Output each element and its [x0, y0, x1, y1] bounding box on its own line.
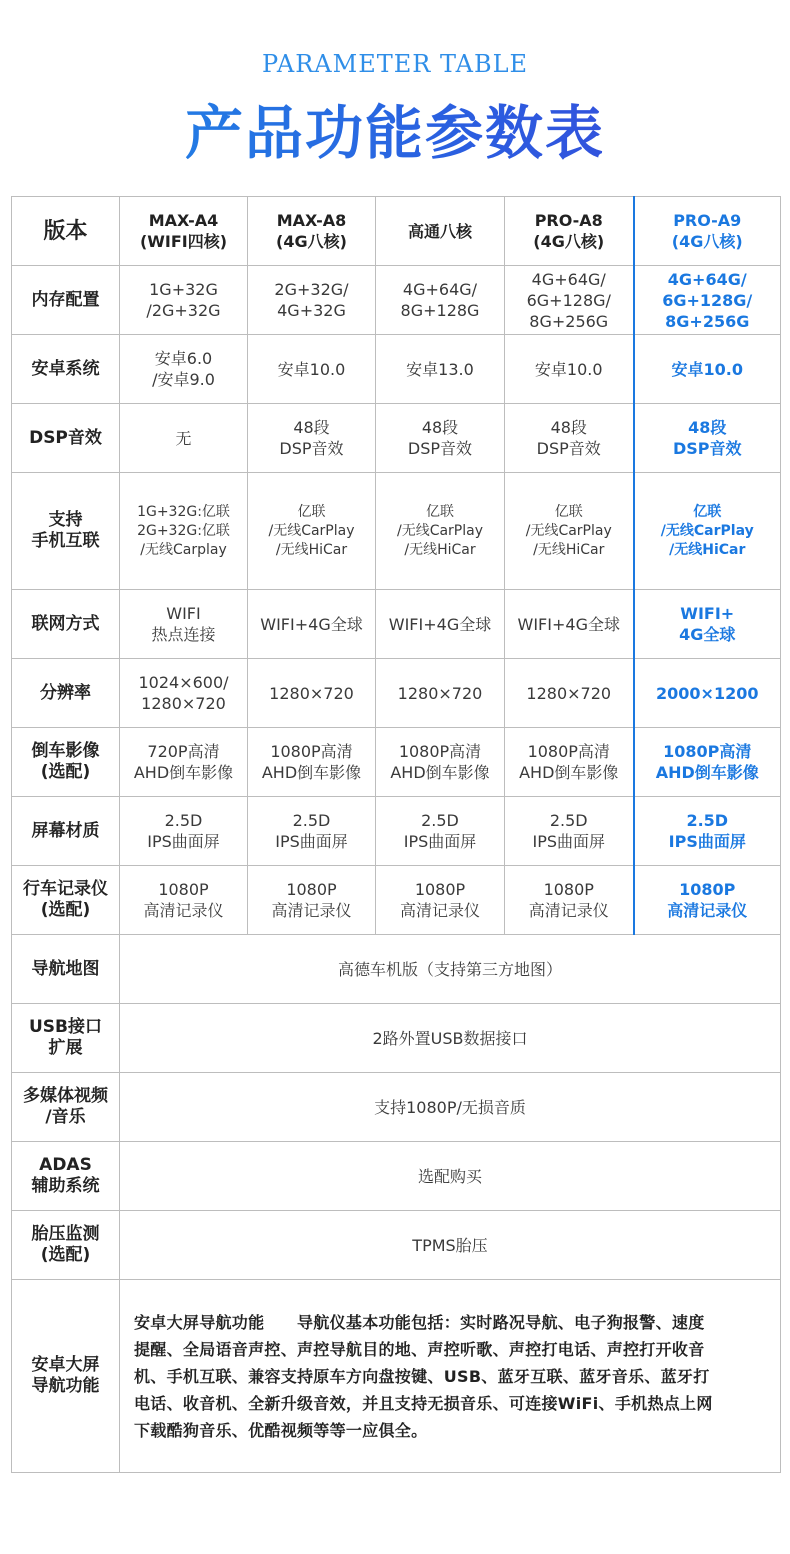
spec-cell [248, 659, 376, 728]
spec-cell-line: /无线HiCar [669, 541, 746, 558]
row-label [12, 659, 120, 728]
spec-cell [376, 335, 505, 404]
spec-cell-line: 无 [175, 428, 192, 448]
spec-cell-line: /无线CarPlay [660, 522, 754, 539]
version-header-line: 版本 [43, 218, 88, 244]
table-row [12, 1073, 781, 1142]
spec-cell-line: 48段 [688, 418, 727, 437]
spec-cell-line: 亿联 [693, 503, 722, 520]
model-header [120, 197, 248, 266]
model-header-line: MAX-A4 [148, 211, 219, 230]
spec-cell [248, 866, 376, 935]
row-label [12, 866, 120, 935]
header-row [12, 197, 781, 266]
model-header-line: MAX-A8 [276, 211, 347, 230]
spec-cell [376, 404, 505, 473]
table-row [12, 659, 781, 728]
spec-cell [248, 335, 376, 404]
spec-cell [120, 473, 248, 590]
model-header-line: (WIFI四核) [139, 232, 228, 251]
spec-cell-line: 1080P [543, 880, 594, 899]
table-row [12, 935, 781, 1004]
spec-cell-full: TPMS胎压 [120, 1211, 781, 1280]
table-row [12, 473, 781, 590]
spec-cell-line: AHD倒车影像 [519, 763, 619, 782]
feature-row [12, 1280, 781, 1473]
spec-cell-line: /无线HiCar [533, 541, 605, 558]
spec-cell-line: 1G+32G:亿联 [137, 503, 230, 520]
row-label-line: DSP音效 [29, 427, 102, 448]
row-label [12, 1004, 120, 1073]
spec-cell-line: 1080P [679, 880, 736, 899]
row-label-line: 联网方式 [31, 613, 100, 634]
spec-cell-full: 高德车机版（支持第三方地图） [120, 935, 781, 1004]
spec-cell-line: IPS曲面屏 [668, 832, 746, 851]
spec-cell-line: 1080P高清 [270, 742, 353, 761]
feature-description-line: 提醒、全局语音声控、声控导航目的地、声控听歌、声控打电话、声控打开收音 [134, 1339, 705, 1359]
spec-cell-line: 2.5D [549, 811, 588, 830]
spec-cell [376, 266, 505, 335]
spec-cell [376, 797, 505, 866]
row-label-line: 屏幕材质 [31, 820, 100, 841]
spec-cell-line: /安卓9.0 [152, 370, 215, 389]
row-label-line: 内存配置 [31, 289, 100, 310]
spec-cell [376, 473, 505, 590]
spec-cell-line: 安卓10.0 [671, 359, 743, 379]
table-row [12, 866, 781, 935]
spec-cell [505, 590, 634, 659]
model-header-line: (4G八核) [276, 232, 347, 251]
spec-cell [505, 866, 634, 935]
model-header [634, 197, 781, 266]
spec-cell-line: WIFI+4G全球 [388, 614, 492, 634]
model-header [505, 197, 634, 266]
spec-cell-line: /无线HiCar [404, 541, 476, 558]
spec-cell [120, 590, 248, 659]
spec-cell [505, 728, 634, 797]
row-label-line: 安卓大屏 [31, 1355, 100, 1375]
spec-cell-line: IPS曲面屏 [275, 832, 348, 851]
spec-cell-line: 4G全球 [679, 625, 736, 644]
version-header [12, 197, 120, 266]
row-label-line: 支持 [48, 510, 83, 530]
row-label-line: 倒车影像 [31, 741, 100, 761]
page-subtitle: PARAMETER TABLE [261, 50, 529, 78]
spec-cell-line: WIFI+ [680, 604, 735, 623]
table-row [12, 590, 781, 659]
spec-cell-full: 支持1080P/无损音质 [120, 1073, 781, 1142]
spec-cell-line: 1280×720 [141, 694, 226, 713]
row-label-line: 手机互联 [31, 531, 100, 551]
spec-cell [376, 659, 505, 728]
spec-cell [505, 404, 634, 473]
spec-cell-line: 2.5D [686, 811, 729, 830]
spec-cell [248, 404, 376, 473]
spec-cell-line: 1024×600/ [138, 673, 229, 692]
spec-cell-line: AHD倒车影像 [390, 763, 490, 782]
feature-description-line: 安卓大屏导航功能 导航仪基本功能包括：实时路况导航、电子狗报警、速度 [134, 1312, 705, 1332]
row-label-line: 行车记录仪 [23, 879, 108, 899]
spec-cell-line: 48段 [421, 418, 459, 437]
row-label [12, 1073, 120, 1142]
spec-cell [634, 797, 781, 866]
spec-cell-line: 1080P [414, 880, 466, 899]
spec-cell [634, 866, 781, 935]
row-label-line: ADAS [39, 1155, 92, 1175]
row-label-line: (选配) [40, 900, 91, 920]
spec-cell [120, 659, 248, 728]
row-label-line: 导航地图 [31, 958, 100, 979]
row-label-line: 多媒体视频 [23, 1086, 108, 1106]
spec-cell-line: /无线Carplay [140, 541, 227, 558]
spec-cell [120, 266, 248, 335]
spec-cell [120, 404, 248, 473]
row-label [12, 797, 120, 866]
row-label-line: 胎压监测 [31, 1224, 100, 1244]
row-label-line: USB接口 [28, 1017, 102, 1037]
spec-cell-line: /2G+32G [146, 301, 221, 320]
spec-cell-line: AHD倒车影像 [261, 763, 362, 782]
spec-cell-line: DSP音效 [407, 439, 473, 458]
spec-cell [634, 590, 781, 659]
table-row [12, 266, 781, 335]
feature-description [120, 1280, 781, 1473]
spec-cell-line: IPS曲面屏 [147, 832, 220, 851]
spec-cell-line: 安卓13.0 [406, 359, 474, 379]
spec-cell-line: 1280×720 [526, 683, 612, 703]
row-label-line: 辅助系统 [31, 1176, 100, 1196]
spec-cell-line: AHD倒车影像 [133, 763, 234, 782]
spec-cell-line: 热点连接 [151, 625, 216, 644]
spec-cell-line: 48段 [550, 418, 587, 437]
spec-cell-line: /无线CarPlay [396, 522, 484, 539]
row-label [12, 1211, 120, 1280]
page-title: 产品功能参数表 [0, 86, 790, 170]
spec-cell [376, 866, 505, 935]
spec-cell-line: WIFI+4G全球 [260, 614, 363, 634]
spec-cell-line: 8G+256G [665, 311, 750, 331]
spec-cell-line: /无线CarPlay [525, 522, 612, 539]
spec-cell-line: 高清记录仪 [528, 901, 609, 920]
feature-description-line: 下载酷狗音乐、优酷视频等等一应俱全。 [134, 1420, 428, 1440]
spec-cell [634, 728, 781, 797]
spec-cell [634, 266, 781, 335]
model-header-line: (4G八核) [533, 232, 605, 251]
spec-cell [248, 266, 376, 335]
row-label [12, 335, 120, 404]
spec-cell-line: AHD倒车影像 [655, 763, 759, 782]
spec-cell-line: 2G+32G:亿联 [137, 522, 230, 539]
spec-cell [505, 659, 634, 728]
row-label-line: 扩展 [48, 1038, 83, 1058]
spec-cell-line: 2.5D [421, 811, 459, 830]
spec-cell [505, 473, 634, 590]
row-label-line: /音乐 [45, 1107, 86, 1127]
table-row [12, 335, 781, 404]
spec-cell-line: 高清记录仪 [399, 901, 480, 920]
spec-cell-line: 1G+32G [149, 280, 218, 299]
row-label [12, 1280, 120, 1473]
spec-cell-line: 安卓10.0 [534, 359, 603, 379]
spec-cell-line: 亿联 [426, 503, 454, 520]
row-label [12, 1142, 120, 1211]
spec-cell-line: 1280×720 [397, 683, 483, 703]
model-header-line: 高通八核 [407, 221, 472, 241]
spec-cell [505, 335, 634, 404]
spec-cell-line: 1280×720 [269, 683, 354, 703]
row-label-line: 分辨率 [40, 682, 91, 703]
spec-cell [634, 335, 781, 404]
spec-cell-line: 高清记录仪 [667, 901, 748, 920]
spec-cell [248, 728, 376, 797]
spec-cell [120, 797, 248, 866]
spec-cell-line: IPS曲面屏 [403, 832, 477, 851]
spec-cell-line: IPS曲面屏 [532, 832, 606, 851]
spec-cell-line: 720P高清 [147, 742, 220, 761]
spec-cell-line: 2G+32G/ [274, 280, 349, 299]
spec-cell-line: 高清记录仪 [271, 901, 352, 920]
table-row [12, 1211, 781, 1280]
spec-cell-line: 亿联 [297, 503, 326, 520]
spec-cell-line: 1080P [158, 880, 209, 899]
spec-cell-line: 6G+128G/ [662, 290, 753, 310]
spec-cell-line: 亿联 [554, 503, 583, 520]
spec-cell [634, 473, 781, 590]
spec-cell [634, 659, 781, 728]
spec-cell-line: 8G+128G [400, 301, 480, 320]
row-label [12, 590, 120, 659]
row-label [12, 935, 120, 1004]
model-header [376, 197, 505, 266]
row-label-line: 安卓系统 [31, 358, 100, 379]
row-label-line: 导航功能 [31, 1376, 100, 1396]
spec-cell-line: 安卓6.0 [154, 349, 213, 368]
spec-cell-line: 高清记录仪 [143, 901, 224, 920]
table-row [12, 404, 781, 473]
table-row [12, 728, 781, 797]
spec-cell-line: 1080P高清 [527, 742, 610, 761]
table-row [12, 797, 781, 866]
spec-cell-line: DSP音效 [536, 439, 601, 458]
row-label [12, 404, 120, 473]
spec-cell [120, 866, 248, 935]
spec-cell-line: 1080P高清 [398, 742, 482, 761]
spec-cell-line: 2000×1200 [656, 683, 759, 703]
spec-cell [376, 728, 505, 797]
spec-cell-line: 2.5D [164, 811, 203, 830]
feature-description-line: 电话、收音机、全新升级音效，并且支持无损音乐、可连接WiFi、手机热点上网 [134, 1393, 713, 1413]
spec-cell [376, 590, 505, 659]
spec-cell-line: 1080P高清 [663, 742, 752, 761]
spec-cell-line: WIFI+4G全球 [517, 614, 620, 634]
spec-cell [248, 473, 376, 590]
table-row [12, 1004, 781, 1073]
spec-cell-line: DSP音效 [279, 439, 344, 458]
spec-cell-line: 4G+64G/ [667, 269, 747, 289]
row-label-line: (选配) [40, 762, 91, 782]
spec-cell-line: 安卓10.0 [277, 359, 346, 379]
spec-cell-full: 2路外置USB数据接口 [120, 1004, 781, 1073]
spec-cell [505, 266, 634, 335]
row-label [12, 473, 120, 590]
row-label [12, 266, 120, 335]
spec-cell-line: 4G+64G/ [402, 280, 478, 299]
spec-cell [120, 728, 248, 797]
page-header [0, 0, 790, 190]
model-header-line: PRO-A9 [673, 211, 742, 230]
spec-cell-line: 4G+64G/ [531, 269, 606, 289]
spec-cell-line: /无线CarPlay [268, 522, 355, 539]
spec-cell [120, 335, 248, 404]
spec-cell-line: 8G+256G [529, 311, 609, 331]
spec-cell-line: 48段 [293, 418, 330, 437]
model-header [248, 197, 376, 266]
spec-cell-line: 1080P [286, 880, 337, 899]
spec-cell-line: /无线HiCar [275, 541, 348, 558]
spec-cell [634, 404, 781, 473]
row-label-line: (选配) [40, 1245, 91, 1265]
spec-cell [248, 590, 376, 659]
spec-cell [505, 797, 634, 866]
model-header-line: PRO-A8 [534, 211, 603, 230]
model-header-line: (4G八核) [671, 232, 743, 251]
spec-cell-line: DSP音效 [672, 439, 742, 458]
spec-cell-line: WIFI [166, 604, 201, 623]
feature-description-line: 机、手机互联、兼容支持原车方向盘按键、USB、蓝牙互联、蓝牙音乐、蓝牙打 [134, 1366, 710, 1386]
parameter-table [11, 196, 781, 1473]
table-row [12, 1142, 781, 1211]
row-label [12, 728, 120, 797]
spec-cell [248, 797, 376, 866]
spec-cell-line: 4G+32G [277, 301, 346, 320]
spec-cell-full: 选配购买 [120, 1142, 781, 1211]
spec-cell-line: 6G+128G/ [526, 290, 611, 310]
spec-cell-line: 2.5D [292, 811, 331, 830]
